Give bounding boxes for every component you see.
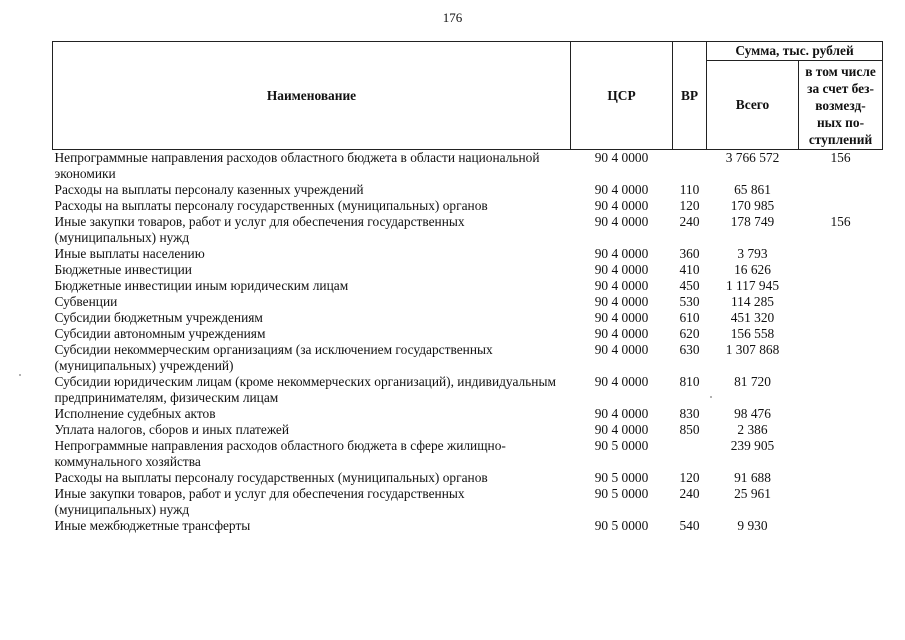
page-number: 176 bbox=[442, 10, 463, 25]
row-grant bbox=[799, 326, 883, 342]
row-grant bbox=[799, 374, 883, 406]
row-total: 91 688 bbox=[734, 470, 771, 485]
row-total: 9 930 bbox=[737, 518, 768, 533]
row-total: 16 626 bbox=[734, 262, 771, 277]
row-grant bbox=[799, 486, 883, 518]
row-csr: 90 5 0000 bbox=[594, 438, 649, 453]
row-name: Субсидии бюджетным учреждениям bbox=[54, 310, 263, 325]
row-grant bbox=[799, 342, 883, 374]
row-grant bbox=[799, 278, 883, 294]
row-name: Иные закупки товаров, работ и услуг для обеспечения государственных (муниципальных) нужд bbox=[54, 486, 465, 517]
row-csr: 90 4 0000 bbox=[594, 342, 649, 357]
row-name: Субсидии некоммерческим организациям (за исключением государственных (муниципальных) учреждений) bbox=[54, 342, 493, 373]
row-vr: 850 bbox=[679, 422, 700, 437]
row-total: 65 861 bbox=[734, 182, 771, 197]
row-grant bbox=[799, 310, 883, 326]
table-row bbox=[53, 182, 883, 198]
row-total: 1 117 945 bbox=[725, 278, 780, 293]
row-grant bbox=[799, 182, 883, 198]
table-row bbox=[53, 422, 883, 438]
row-grant bbox=[799, 406, 883, 422]
table-body bbox=[53, 150, 883, 535]
row-name: Субсидии юридическим лицам (кроме некоммерческих организаций), индивидуальным предпринимателям, физическим лицам bbox=[54, 374, 556, 405]
row-total: 25 961 bbox=[734, 486, 771, 501]
header-grant-line: ступлений bbox=[808, 131, 873, 147]
row-vr: 830 bbox=[679, 406, 700, 421]
row-total: 451 320 bbox=[730, 310, 775, 325]
row-csr: 90 4 0000 bbox=[594, 214, 649, 229]
row-grant bbox=[799, 294, 883, 310]
row-name: Иные выплаты населению bbox=[54, 246, 205, 261]
row-csr: 90 5 0000 bbox=[594, 470, 649, 485]
row-vr: 610 bbox=[679, 310, 700, 325]
row-csr: 90 4 0000 bbox=[594, 150, 649, 165]
row-vr: 240 bbox=[679, 486, 700, 501]
table-row bbox=[53, 326, 883, 342]
row-csr: 90 4 0000 bbox=[594, 422, 649, 437]
table-row bbox=[53, 262, 883, 278]
table-row bbox=[53, 198, 883, 214]
header-total: Всего bbox=[707, 61, 799, 150]
row-vr: 530 bbox=[679, 294, 700, 309]
header-sum-group: Сумма, тыс. рублей bbox=[707, 42, 883, 61]
table-row bbox=[53, 438, 883, 470]
row-vr bbox=[673, 150, 707, 183]
row-csr: 90 4 0000 bbox=[594, 326, 649, 341]
table-row bbox=[53, 214, 883, 246]
row-name: Уплата налогов, сборов и иных платежей bbox=[54, 422, 290, 437]
row-csr: 90 5 0000 bbox=[594, 518, 649, 533]
row-name: Расходы на выплаты персоналу государственных (муниципальных) органов bbox=[54, 198, 488, 213]
row-vr: 120 bbox=[679, 198, 700, 213]
row-total: 114 285 bbox=[730, 294, 775, 309]
row-csr: 90 5 0000 bbox=[594, 486, 649, 501]
row-total: 239 905 bbox=[730, 438, 775, 453]
row-csr: 90 4 0000 bbox=[594, 294, 649, 309]
row-total: 156 558 bbox=[730, 326, 775, 341]
row-grant: 156 bbox=[830, 150, 851, 165]
row-vr: 240 bbox=[679, 214, 700, 229]
row-total: 1 307 868 bbox=[725, 342, 780, 357]
row-total: 98 476 bbox=[734, 406, 771, 421]
row-name: Исполнение судебных актов bbox=[54, 406, 216, 421]
row-name: Иные межбюджетные трансферты bbox=[54, 518, 251, 533]
table-row bbox=[53, 374, 883, 406]
row-grant bbox=[799, 198, 883, 214]
header-grant-line: за счет без- bbox=[807, 80, 874, 96]
row-vr bbox=[673, 438, 707, 470]
row-name: Расходы на выплаты персоналу казенных учреждений bbox=[54, 182, 364, 197]
row-csr: 90 4 0000 bbox=[594, 198, 649, 213]
row-vr: 110 bbox=[679, 182, 700, 197]
scan-speck bbox=[19, 374, 21, 376]
table-header bbox=[53, 42, 883, 150]
row-csr: 90 4 0000 bbox=[594, 182, 649, 197]
row-grant bbox=[799, 246, 883, 262]
row-name: Иные закупки товаров, работ и услуг для обеспечения государственных (муниципальных) нужд bbox=[54, 214, 465, 245]
row-total: 3 766 572 bbox=[725, 150, 780, 165]
row-vr: 410 bbox=[679, 262, 700, 277]
row-grant: 156 bbox=[830, 214, 851, 229]
row-vr: 450 bbox=[679, 278, 700, 293]
header-vr: ВР bbox=[673, 42, 707, 150]
row-total: 3 793 bbox=[737, 246, 768, 261]
row-name: Субвенции bbox=[54, 294, 118, 309]
header-grant-line: возмезд- bbox=[815, 97, 866, 113]
header-grant bbox=[799, 61, 883, 150]
row-vr: 360 bbox=[679, 246, 700, 261]
row-csr: 90 4 0000 bbox=[594, 246, 649, 261]
row-csr: 90 4 0000 bbox=[594, 262, 649, 277]
row-total: 81 720 bbox=[734, 374, 771, 389]
table-row bbox=[53, 406, 883, 422]
table-row bbox=[53, 486, 883, 518]
row-csr: 90 4 0000 bbox=[594, 278, 649, 293]
row-vr: 120 bbox=[679, 470, 700, 485]
row-name: Бюджетные инвестиции иным юридическим лицам bbox=[54, 278, 349, 293]
row-grant bbox=[799, 438, 883, 470]
row-grant bbox=[799, 470, 883, 486]
row-csr: 90 4 0000 bbox=[594, 406, 649, 421]
header-name: Наименование bbox=[53, 42, 571, 150]
row-total: 2 386 bbox=[737, 422, 768, 437]
row-name: Непрограммные направления расходов областного бюджета в области национальной экономики bbox=[54, 150, 540, 181]
row-name: Непрограммные направления расходов областного бюджета в сфере жилищно-коммунального хозяйства bbox=[54, 438, 506, 469]
row-grant bbox=[799, 262, 883, 278]
scan-speck bbox=[710, 396, 712, 398]
table-row bbox=[53, 150, 883, 183]
row-vr: 540 bbox=[679, 518, 700, 533]
row-vr: 620 bbox=[679, 326, 700, 341]
table-row bbox=[53, 278, 883, 294]
row-name: Субсидии автономным учреждениям bbox=[54, 326, 266, 341]
row-vr: 810 bbox=[679, 374, 700, 389]
table-row bbox=[53, 470, 883, 486]
row-name: Бюджетные инвестиции bbox=[54, 262, 192, 277]
row-csr: 90 4 0000 bbox=[594, 310, 649, 325]
row-csr: 90 4 0000 bbox=[594, 374, 649, 389]
row-grant bbox=[799, 422, 883, 438]
header-grant-line: в том числе bbox=[805, 63, 876, 79]
table-row bbox=[53, 246, 883, 262]
table-row bbox=[53, 518, 883, 534]
budget-table bbox=[52, 41, 883, 534]
row-grant bbox=[799, 518, 883, 534]
table-row bbox=[53, 294, 883, 310]
row-total: 178 749 bbox=[730, 214, 775, 229]
row-total: 170 985 bbox=[730, 198, 775, 213]
header-grant-line: ных по- bbox=[816, 114, 865, 130]
table-row bbox=[53, 310, 883, 326]
header-csr: ЦСР bbox=[571, 42, 673, 150]
table-row bbox=[53, 342, 883, 374]
row-name: Расходы на выплаты персоналу государственных (муниципальных) органов bbox=[54, 470, 488, 485]
row-vr: 630 bbox=[679, 342, 700, 357]
